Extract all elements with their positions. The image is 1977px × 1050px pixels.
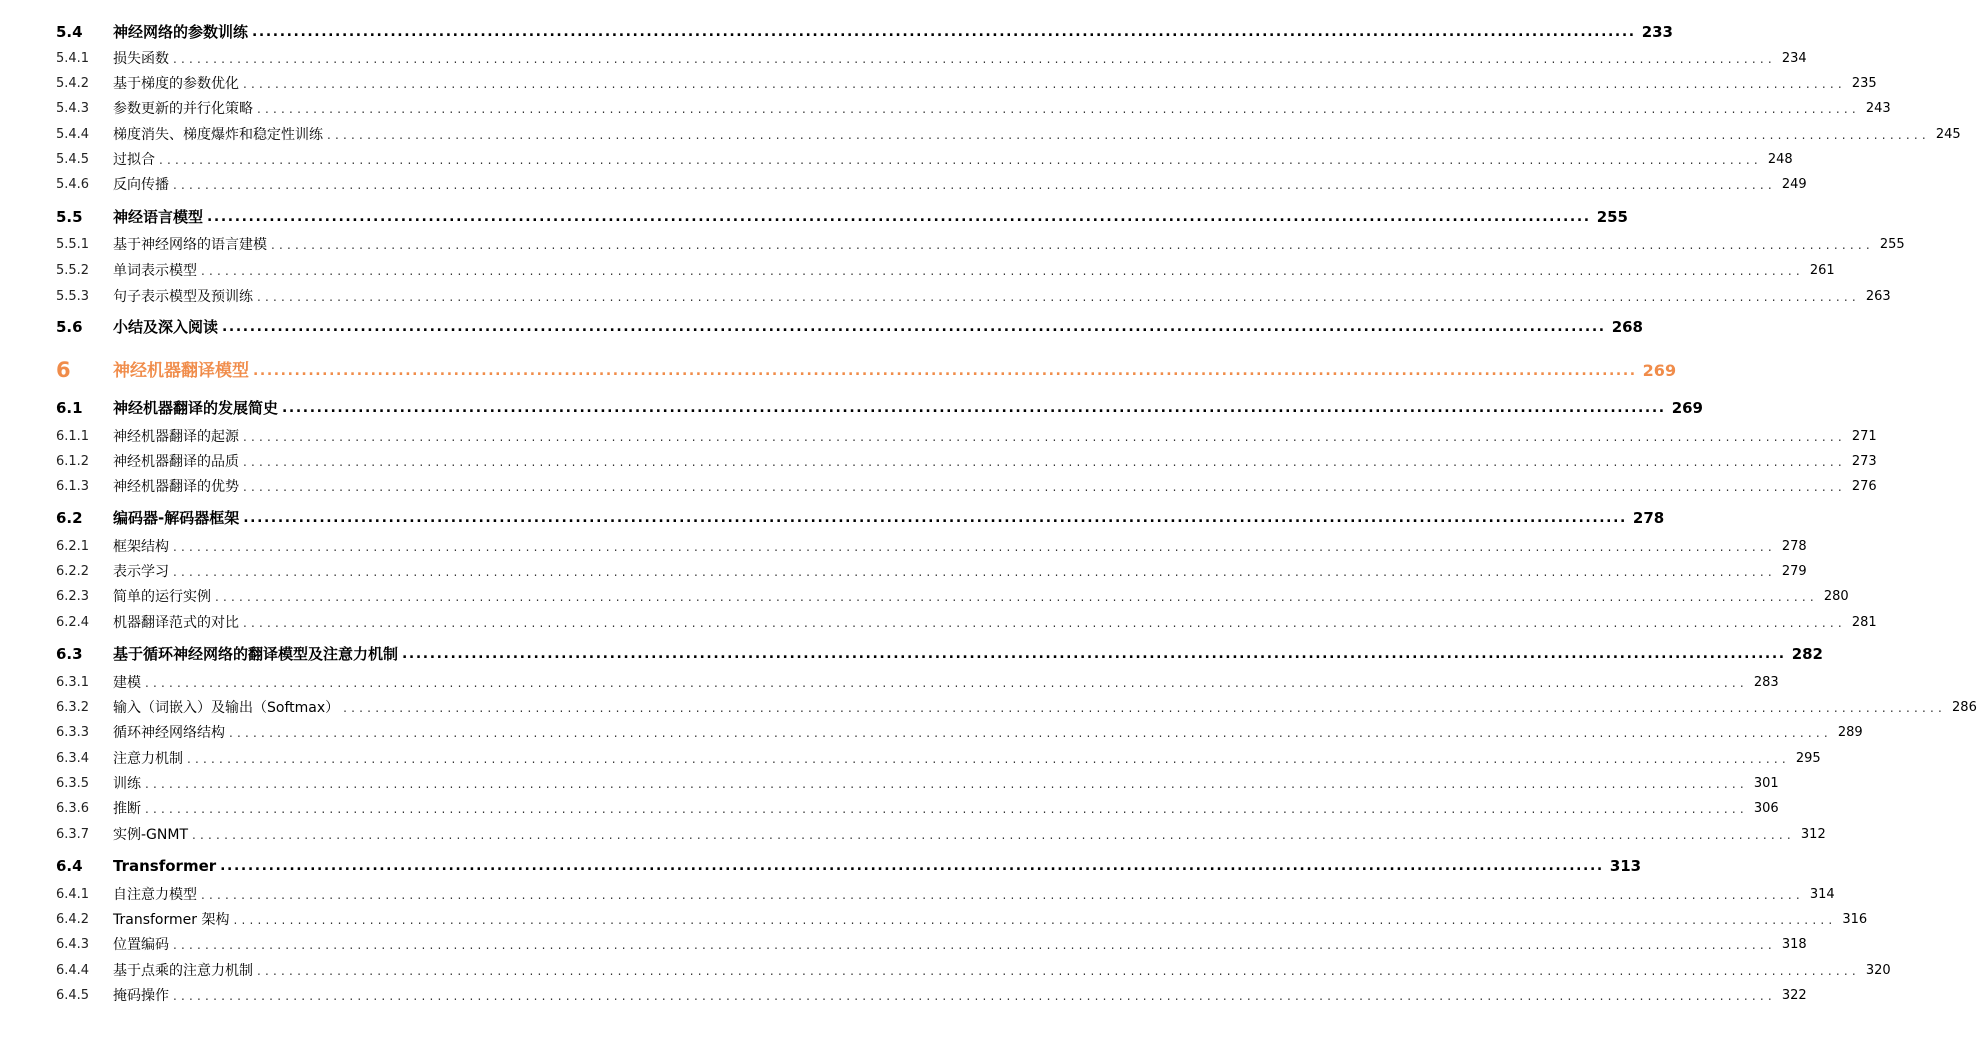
toc-entry-number: 5.4.3 — [56, 101, 90, 116]
toc-entry-title[interactable]: 循环神经网络结构 — [113, 725, 225, 741]
toc-subsection-entry[interactable] — [56, 587, 1849, 607]
dot-leader: ........................................................................................................................................................................................................ — [327, 128, 1930, 142]
toc-entry-title[interactable]: 注意力机制 — [113, 751, 183, 767]
toc-entry-page-number[interactable]: 255 — [1596, 208, 1628, 226]
toc-entry-page-number[interactable]: 269 — [1642, 361, 1677, 380]
toc-entry-title[interactable]: 过拟合 — [113, 152, 155, 168]
toc-entry-number: 6.2.4 — [56, 615, 90, 630]
toc-entry-page-number[interactable]: 314 — [1809, 887, 1835, 902]
toc-subsection-entry[interactable] — [56, 961, 1891, 981]
toc-chapter-entry[interactable] — [56, 357, 1677, 383]
dot-leader: ........................................................................................................................................................................................................ — [243, 510, 1627, 526]
toc-entry-line — [113, 910, 1868, 930]
toc-entry-line — [113, 749, 1821, 769]
toc-entry-title[interactable]: 神经机器翻译的优势 — [113, 479, 239, 495]
toc-entry-line — [113, 508, 1665, 528]
toc-subsection-entry[interactable] — [56, 537, 1807, 557]
toc-entry-line — [113, 175, 1807, 195]
dot-leader: ........................................................................................................................................................................................................ — [233, 913, 1837, 927]
toc-entry-number: 6.4.2 — [56, 912, 90, 927]
toc-entry-number: 6.3.3 — [56, 725, 90, 740]
toc-entry-title[interactable]: 实例-GNMT — [113, 827, 189, 843]
toc-entry-line — [113, 398, 1703, 418]
toc-subsection-entry[interactable] — [56, 452, 1877, 472]
toc-entry-line — [113, 885, 1835, 905]
toc-entry-title[interactable]: 基于梯度的参数优化 — [113, 76, 239, 92]
toc-entry-number: 6.1.2 — [56, 454, 90, 469]
toc-entry-page-number[interactable]: 234 — [1781, 51, 1807, 66]
toc-entry-page-number[interactable]: 249 — [1781, 177, 1807, 192]
toc-entry-line — [113, 150, 1793, 170]
dot-leader: ........................................................................................................................................................................................................ — [201, 888, 1804, 902]
toc-subsection-entry[interactable] — [56, 910, 1868, 930]
toc-entry-number: 6.3.6 — [56, 801, 90, 816]
toc-subsection-entry[interactable] — [56, 698, 1977, 718]
toc-entry-page-number[interactable]: 306 — [1753, 801, 1779, 816]
toc-entry-title[interactable]: 神经网络的参数训练 — [113, 23, 249, 41]
dot-leader: ........................................................................................................................................................................................................ — [243, 77, 1846, 91]
toc-subsection-entry[interactable] — [56, 799, 1779, 819]
toc-subsection-entry[interactable] — [56, 74, 1877, 94]
toc-entry-page-number[interactable]: 235 — [1851, 76, 1877, 91]
toc-subsection-entry[interactable] — [56, 749, 1821, 769]
toc-entry-page-number[interactable]: 268 — [1611, 318, 1643, 336]
dot-leader: ........................................................................................................................................................................................................ — [282, 400, 1666, 416]
dot-leader: ........................................................................................................................................................................................................ — [257, 102, 1860, 116]
toc-subsection-entry[interactable] — [56, 261, 1835, 281]
toc-entry-title[interactable]: 参数更新的并行化策略 — [113, 101, 253, 117]
toc-entry-line — [113, 207, 1628, 227]
toc-entry-page-number[interactable]: 243 — [1865, 101, 1891, 116]
dot-leader: ........................................................................................................................................................................................................ — [402, 646, 1786, 662]
toc-entry-line — [113, 427, 1877, 447]
toc-entry-page-number[interactable]: 248 — [1767, 152, 1793, 167]
toc-entry-title[interactable]: 框架结构 — [113, 539, 169, 555]
toc-entry-number: 6.4.1 — [56, 887, 90, 902]
toc-entry-number: 6.3.2 — [56, 700, 90, 715]
toc-entry-page-number[interactable]: 271 — [1851, 429, 1877, 444]
toc-entry-title[interactable]: 梯度消失、梯度爆炸和稳定性训练 — [113, 127, 323, 143]
toc-entry-title[interactable]: 神经机器翻译的起源 — [113, 429, 239, 445]
toc-section-entry[interactable] — [56, 398, 1703, 418]
toc-entry-line — [113, 74, 1877, 94]
dot-leader: ........................................................................................................................................................................................................ — [173, 540, 1776, 554]
dot-leader: ........................................................................................................................................................................................................ — [145, 802, 1748, 816]
toc-entry-title[interactable]: 单词表示模型 — [113, 263, 197, 279]
toc-entry-line — [113, 698, 1977, 718]
toc-entry-title[interactable]: 输入（词嵌入）及输出（Softmax） — [113, 700, 340, 716]
toc-entry-number: 5.5.3 — [56, 289, 90, 304]
toc-entry-title[interactable]: Transformer — [113, 857, 217, 875]
toc-entry-line — [113, 613, 1877, 633]
toc-entry-number: 5.4.4 — [56, 127, 90, 142]
toc-entry-number: 6.4.5 — [56, 988, 90, 1003]
toc-entry-line — [113, 99, 1891, 119]
toc-entry-number: 6.3.4 — [56, 751, 90, 766]
toc-entry-line — [113, 287, 1891, 307]
toc-entry-line — [113, 125, 1961, 145]
toc-entry-line — [113, 562, 1807, 582]
toc-section-entry[interactable] — [56, 856, 1642, 876]
toc-entry-page-number[interactable]: 255 — [1879, 237, 1905, 252]
toc-entry-number: 6.2.2 — [56, 564, 90, 579]
toc-entry-number: 6.2.3 — [56, 589, 90, 604]
dot-leader: ........................................................................................................................................................................................................ — [173, 52, 1776, 66]
dot-leader: ........................................................................................................................................................................................................ — [257, 290, 1860, 304]
toc-entry-page-number[interactable]: 278 — [1632, 509, 1665, 527]
toc-subsection-entry[interactable] — [56, 774, 1779, 794]
toc-entry-title[interactable]: 表示学习 — [113, 564, 169, 580]
toc-entry-title[interactable]: 推断 — [113, 801, 141, 817]
toc-entry-number: 5.4.5 — [56, 152, 90, 167]
dot-leader: ........................................................................................................................................................................................................ — [222, 319, 1606, 335]
dot-leader: ........................................................................................................................................................................................................ — [173, 938, 1776, 952]
toc-subsection-entry[interactable] — [56, 986, 1807, 1006]
toc-entry-line — [113, 49, 1807, 69]
toc-entry-page-number[interactable]: 273 — [1851, 454, 1877, 469]
dot-leader: ........................................................................................................................................................................................................ — [243, 455, 1846, 469]
toc-entry-title[interactable]: 训练 — [113, 776, 141, 792]
dot-leader: ........................................................................................................................................................................................................ — [271, 238, 1874, 252]
toc-section-entry[interactable] — [56, 644, 1823, 664]
toc-entry-title[interactable]: 基于点乘的注意力机制 — [113, 963, 253, 979]
dot-leader: ........................................................................................................................................................................................................ — [159, 153, 1762, 167]
toc-entry-title[interactable]: 简单的运行实例 — [113, 589, 211, 605]
toc-entry-title[interactable]: 基于循环神经网络的翻译模型及注意力机制 — [113, 645, 399, 663]
toc-entry-title[interactable]: 机器翻译范式的对比 — [113, 615, 239, 631]
toc-entry-number: 6.1.1 — [56, 429, 90, 444]
toc-subsection-entry[interactable] — [56, 150, 1793, 170]
toc-subsection-entry[interactable] — [56, 562, 1807, 582]
dot-leader: ........................................................................................................................................................................................................ — [243, 430, 1846, 444]
toc-subsection-entry[interactable] — [56, 175, 1807, 195]
toc-subsection-entry[interactable] — [56, 287, 1891, 307]
toc-entry-line — [113, 537, 1807, 557]
toc-entry-line — [113, 825, 1826, 845]
toc-entry-number: 6.1 — [56, 399, 83, 417]
toc-entry-number: 5.4.2 — [56, 76, 90, 91]
toc-entry-line — [113, 799, 1779, 819]
toc-subsection-entry[interactable] — [56, 723, 1863, 743]
toc-entry-page-number[interactable]: 301 — [1753, 776, 1779, 791]
toc-entry-line — [113, 359, 1677, 383]
toc-entry-line — [113, 644, 1823, 664]
toc-entry-line — [113, 235, 1905, 255]
toc-entry-title[interactable]: Transformer 架构 — [113, 912, 230, 928]
toc-entry-page-number[interactable]: 322 — [1781, 988, 1807, 1003]
toc-entry-line — [113, 935, 1807, 955]
toc-entry-title[interactable]: 神经语言模型 — [113, 208, 204, 226]
toc-entry-page-number[interactable]: 295 — [1795, 751, 1821, 766]
toc-entry-line — [113, 587, 1849, 607]
toc-entry-page-number[interactable]: 233 — [1641, 23, 1673, 41]
toc-entry-number: 5.6 — [56, 318, 83, 336]
toc-entry-title[interactable]: 位置编码 — [113, 937, 169, 953]
toc-entry-title[interactable]: 掩码操作 — [113, 988, 169, 1004]
toc-entry-line — [113, 856, 1642, 876]
toc-entry-title[interactable]: 神经机器翻译模型 — [113, 361, 249, 381]
toc-entry-line — [113, 22, 1673, 42]
dot-leader: ........................................................................................................................................................................................................ — [173, 989, 1776, 1003]
toc-entry-number: 5.5.2 — [56, 263, 90, 278]
dot-leader: ........................................................................................................................................................................................................ — [201, 264, 1804, 278]
toc-section-entry[interactable] — [56, 508, 1665, 528]
toc-entry-line — [113, 317, 1643, 337]
toc-subsection-entry[interactable] — [56, 477, 1877, 497]
toc-entry-number: 6.3.7 — [56, 827, 90, 842]
toc-entry-page-number[interactable]: 279 — [1781, 564, 1807, 579]
dot-leader: ........................................................................................................................................................................................................ — [173, 178, 1776, 192]
toc-entry-title[interactable]: 自注意力模型 — [113, 887, 197, 903]
toc-entry-number: 6.3.1 — [56, 675, 90, 690]
toc-subsection-entry[interactable] — [56, 235, 1905, 255]
toc-entry-page-number[interactable]: 316 — [1842, 912, 1868, 927]
dot-leader: ........................................................................................................................................................................................................ — [252, 24, 1636, 40]
toc-entry-number: 6.4 — [56, 857, 83, 875]
dot-leader: ........................................................................................................................................................................................................ — [243, 616, 1846, 630]
toc-entry-page-number[interactable]: 282 — [1791, 645, 1823, 663]
toc-subsection-entry[interactable] — [56, 427, 1877, 447]
dot-leader: ........................................................................................................................................................................................................ — [243, 480, 1846, 494]
toc-entry-title[interactable]: 小结及深入阅读 — [113, 318, 219, 336]
toc-subsection-entry[interactable] — [56, 99, 1891, 119]
toc-entry-page-number[interactable]: 320 — [1865, 963, 1891, 978]
toc-entry-page-number[interactable]: 313 — [1609, 857, 1642, 875]
toc-entry-number: 6 — [56, 358, 71, 382]
toc-entry-page-number[interactable]: 286 — [1952, 700, 1977, 715]
toc-subsection-entry[interactable] — [56, 125, 1961, 145]
toc-entry-number: 5.4.6 — [56, 177, 90, 192]
toc-entry-page-number[interactable]: 283 — [1753, 675, 1779, 690]
toc-entry-line — [113, 452, 1877, 472]
toc-entry-page-number[interactable]: 278 — [1781, 539, 1807, 554]
toc-subsection-entry[interactable] — [56, 825, 1826, 845]
toc-entry-page-number[interactable]: 281 — [1851, 615, 1877, 630]
toc-entry-line — [113, 673, 1779, 693]
toc-entry-title[interactable]: 神经机器翻译的发展简史 — [113, 399, 279, 417]
toc-section-entry[interactable] — [56, 22, 1673, 42]
toc-entry-number: 6.1.3 — [56, 479, 90, 494]
toc-entry-title[interactable]: 基于神经网络的语言建模 — [113, 237, 267, 253]
toc-entry-line — [113, 477, 1877, 497]
toc-entry-title[interactable]: 神经机器翻译的品质 — [113, 454, 239, 470]
toc-entry-number: 6.2.1 — [56, 539, 90, 554]
dot-leader: ........................................................................................................................................................................................................ — [145, 777, 1748, 791]
dot-leader: ........................................................................................................................................................................................................ — [253, 363, 1637, 379]
dot-leader: ........................................................................................................................................................................................................ — [173, 565, 1776, 579]
toc-entry-title[interactable]: 反向传播 — [113, 177, 169, 193]
toc-entry-number: 6.3.5 — [56, 776, 90, 791]
toc-entry-title[interactable]: 建模 — [113, 675, 141, 691]
toc-entry-line — [113, 961, 1891, 981]
dot-leader: ........................................................................................................................................................................................................ — [187, 752, 1790, 766]
toc-entry-number: 5.4 — [56, 23, 83, 41]
toc-entry-title[interactable]: 句子表示模型及预训练 — [113, 289, 253, 305]
dot-leader: ........................................................................................................................................................................................................ — [207, 209, 1591, 225]
dot-leader: ........................................................................................................................................................................................................ — [257, 964, 1860, 978]
toc-subsection-entry[interactable] — [56, 673, 1779, 693]
toc-entry-page-number[interactable]: 276 — [1851, 479, 1877, 494]
toc-entry-page-number[interactable]: 261 — [1809, 263, 1835, 278]
dot-leader: ........................................................................................................................................................................................................ — [343, 701, 1947, 715]
toc-entry-line — [113, 774, 1779, 794]
toc-entry-page-number[interactable]: 263 — [1865, 289, 1891, 304]
toc-subsection-entry[interactable] — [56, 613, 1877, 633]
dot-leader: ........................................................................................................................................................................................................ — [229, 726, 1832, 740]
toc-entry-page-number[interactable]: 280 — [1823, 589, 1849, 604]
toc-entry-page-number[interactable]: 289 — [1837, 725, 1863, 740]
toc-entry-title[interactable]: 损失函数 — [113, 51, 169, 67]
toc-subsection-entry[interactable] — [56, 935, 1807, 955]
toc-entry-page-number[interactable]: 318 — [1781, 937, 1807, 952]
toc-subsection-entry[interactable] — [56, 49, 1807, 69]
dot-leader: ........................................................................................................................................................................................................ — [145, 676, 1748, 690]
toc-section-entry[interactable] — [56, 207, 1628, 227]
toc-entry-title[interactable]: 编码器-解码器框架 — [113, 509, 240, 527]
toc-entry-page-number[interactable]: 269 — [1671, 399, 1703, 417]
toc-section-entry[interactable] — [56, 317, 1643, 337]
toc-entry-number: 6.4.3 — [56, 937, 90, 952]
dot-leader: ........................................................................................................................................................................................................ — [192, 828, 1795, 842]
toc-entry-number: 5.5 — [56, 208, 83, 226]
toc-entry-number: 6.2 — [56, 509, 83, 527]
toc-entry-line — [113, 261, 1835, 281]
dot-leader: ........................................................................................................................................................................................................ — [220, 858, 1604, 874]
dot-leader: ........................................................................................................................................................................................................ — [215, 590, 1818, 604]
toc-entry-number: 5.4.1 — [56, 51, 90, 66]
toc-entry-line — [113, 986, 1807, 1006]
toc-entry-number: 6.3 — [56, 645, 83, 663]
toc-entry-number: 5.5.1 — [56, 237, 90, 252]
toc-entry-page-number[interactable]: 245 — [1935, 127, 1961, 142]
toc-entry-page-number[interactable]: 312 — [1800, 827, 1826, 842]
toc-entry-number: 6.4.4 — [56, 963, 90, 978]
toc-subsection-entry[interactable] — [56, 885, 1835, 905]
toc-entry-line — [113, 723, 1863, 743]
